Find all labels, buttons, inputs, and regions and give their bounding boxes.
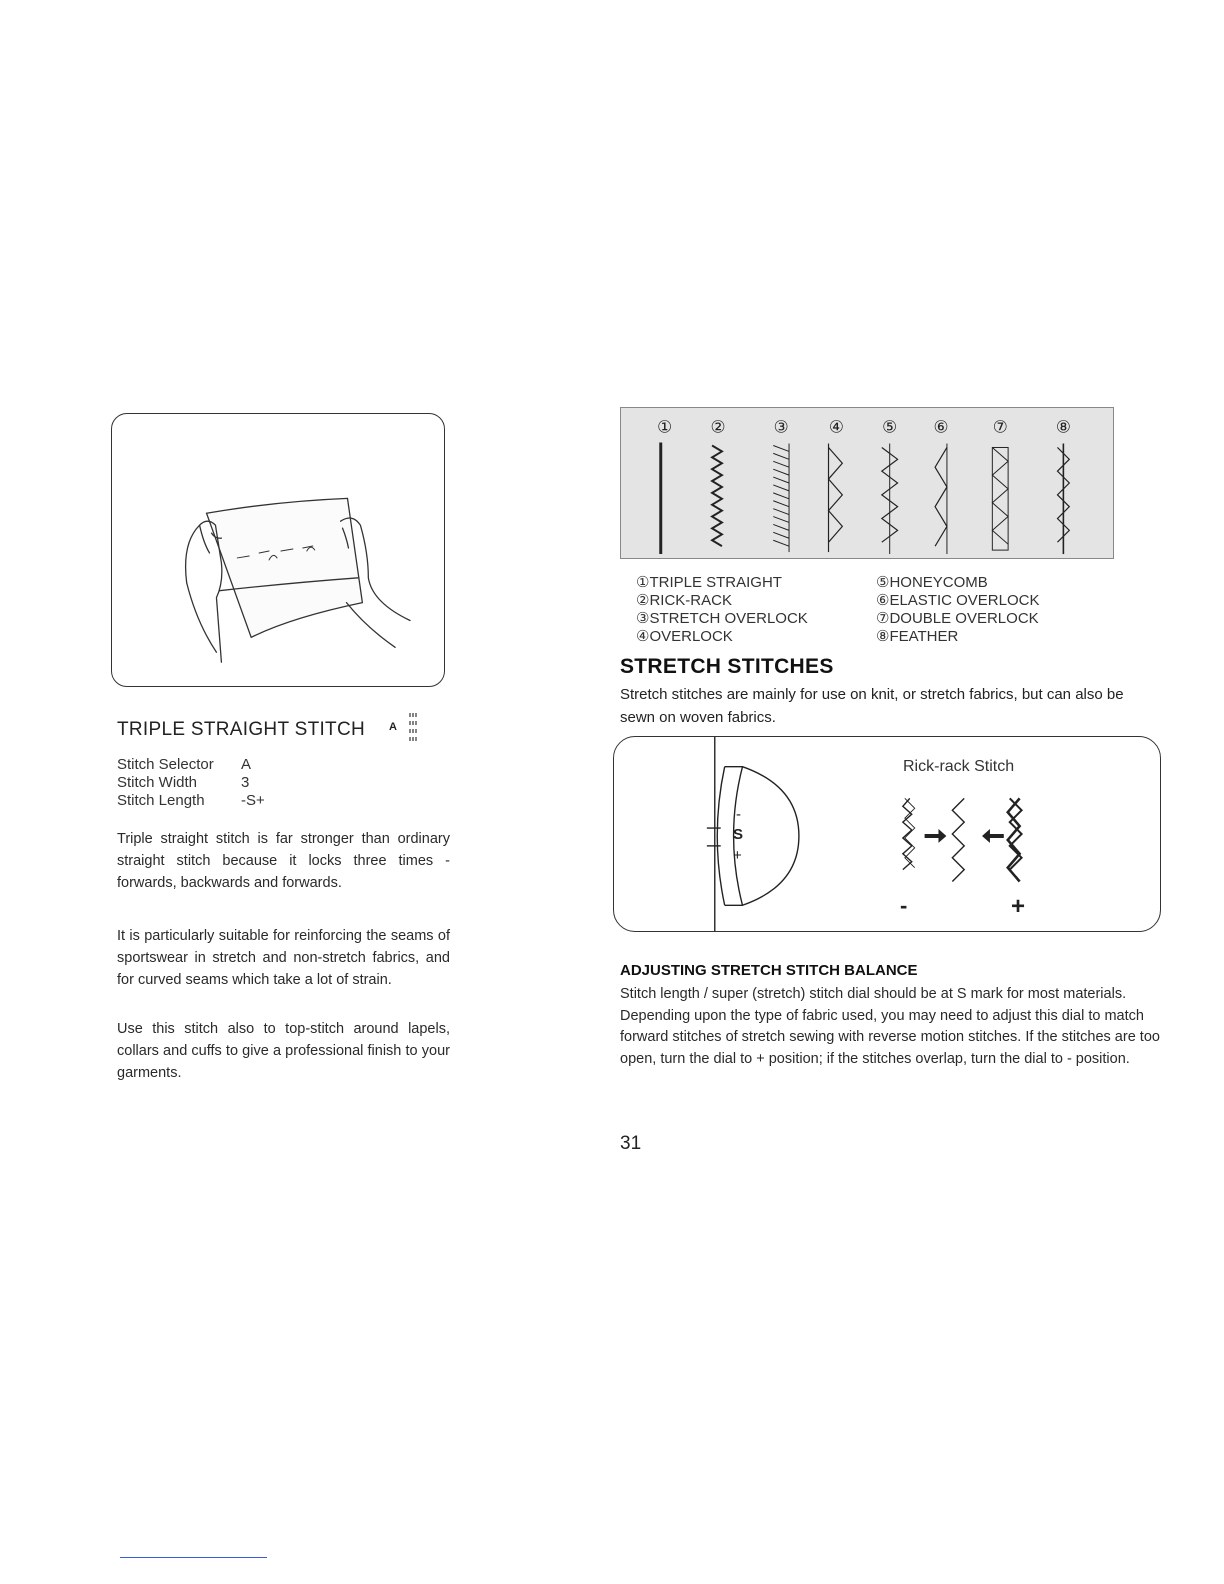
stitch-number: ⑦ [992, 416, 1008, 437]
dial-s-mark: S [733, 826, 744, 843]
legend-item: ②RICK-RACK [636, 592, 732, 609]
stitch-number: ④ [828, 416, 844, 437]
stitch-number: ⑥ [933, 416, 949, 437]
paragraph: Triple straight stitch is far stronger than ordinary straight stitch because it locks three times - forwards, backwards and forwards. [117, 831, 450, 891]
legend-item: ⑦DOUBLE OVERLOCK [876, 610, 1039, 627]
minus-sign: - [900, 893, 908, 918]
hands-holding-fabric-drawing [112, 414, 444, 686]
footer-divider [120, 1557, 267, 1558]
stitch-selector-symbol: A [387, 707, 431, 747]
setting-row: Stitch Length -S+ [117, 792, 265, 809]
triple-stitch-icon [387, 707, 431, 747]
plus-sign: + [1011, 893, 1026, 920]
adjusting-balance-body: Stitch length / super (stretch) stitch dial should be at S mark for most materials. Depending upon the type of fabric used, you may need to adjust this dial to match forward stitches of stretch sewing with reverse motion stitches. If the stitches are too open, turn the dial to + position; if the stitches overlap, turn the dial to - position. [620, 986, 1160, 1067]
stretch-stitches-description: Stretch stitches are mainly for use on knit, or stretch fabrics, but can also be sewn on woven fabrics. [620, 686, 1124, 726]
dial-plus-mark: + [733, 847, 742, 864]
stretch-stitches-title: STRETCH STITCHES [620, 655, 834, 678]
stitch-samples-strip [620, 407, 1114, 559]
triple-straight-stitch-heading: TRIPLE STRAIGHT STITCH A [117, 719, 365, 741]
stitch-number: ③ [773, 416, 789, 437]
setting-row: Stitch Selector A [117, 756, 252, 773]
legend-item: ⑧FEATHER [876, 628, 959, 645]
setting-row: Stitch Width 3 [117, 774, 250, 791]
stitch-legend [636, 574, 1096, 646]
legend-item: ③STRETCH OVERLOCK [636, 610, 808, 627]
page-number: 31 [620, 1133, 642, 1154]
rick-rack-stitch-label: Rick-rack Stitch [903, 758, 1015, 775]
adjusting-balance-title: ADJUSTING STRETCH STITCH BALANCE [620, 962, 918, 979]
legend-item: ⑥ELASTIC OVERLOCK [876, 592, 1040, 609]
stitch-length-dial-drawing [614, 737, 1160, 931]
stitch-number: ① [657, 416, 673, 437]
legend-item: ④OVERLOCK [636, 628, 733, 645]
hands-illustration [111, 413, 445, 687]
stitch-number: ⑤ [882, 416, 898, 437]
dial-illustration [613, 736, 1161, 932]
paragraph: Use this stitch also to top-stitch around lapels, collars and cuffs to give a professional finish to your garments. [117, 1021, 450, 1081]
legend-item: ①TRIPLE STRAIGHT [636, 574, 782, 591]
paragraph: It is particularly suitable for reinforcing the seams of sportswear in stretch and non-stretch fabrics, and for curved seams which take a lot of strain. [117, 928, 450, 988]
dial-minus-mark: - [736, 806, 741, 823]
stitch-settings [117, 756, 265, 810]
stitch-number: ② [710, 416, 726, 437]
stitch-number: ⑧ [1055, 416, 1071, 437]
stitch-samples-drawing [621, 408, 1113, 558]
legend-item: ⑤HONEYCOMB [876, 574, 988, 591]
